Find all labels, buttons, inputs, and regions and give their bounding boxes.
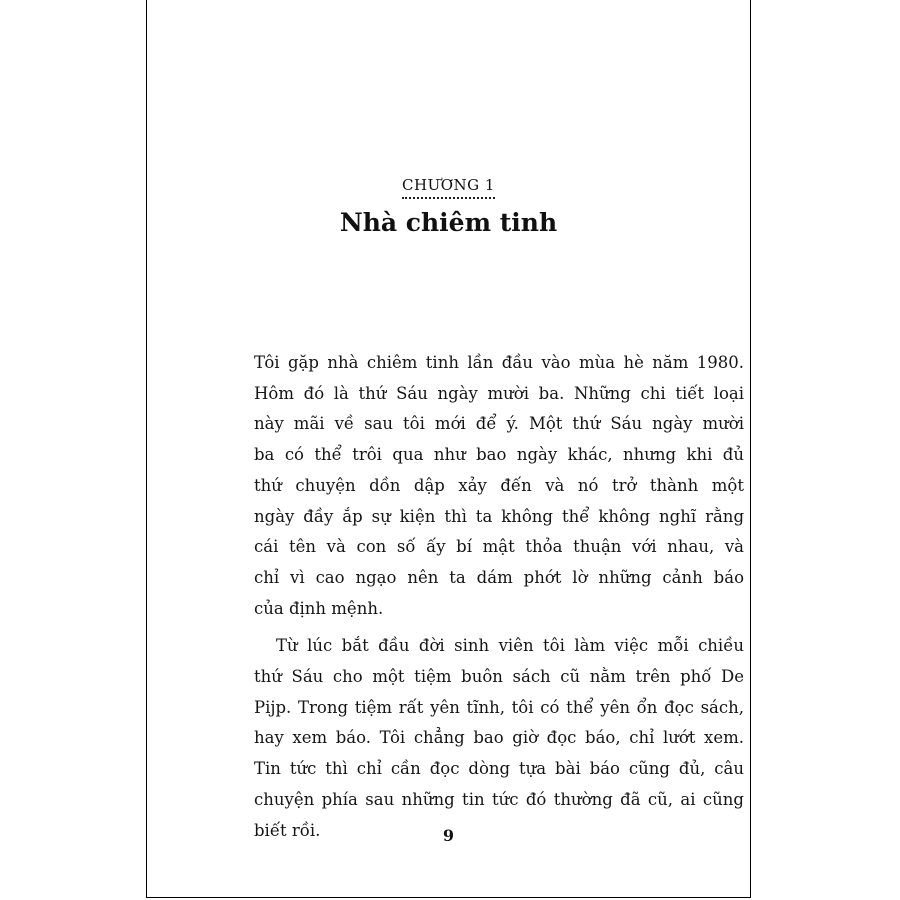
text-line: chỉ vì cao ngạo nên ta dám phớt lờ những cảnh báo [254, 567, 744, 587]
text-line: ngày đầy ắp sự kiện thì ta không thể không nghĩ rằng [254, 506, 744, 526]
paragraph-1 [254, 348, 744, 624]
text-line: biết rồi. [254, 820, 321, 840]
chapter-title: Nhà chiêm tinh [339, 208, 558, 237]
text-line: Hôm đó là thứ Sáu ngày mười ba. Những chi tiết loại [254, 383, 744, 403]
text-line: Pijp. Trong tiệm rất yên tĩnh, tôi có thể yên ổn đọc sách, [254, 697, 744, 717]
body-text [254, 348, 744, 846]
text-line: chuyện phía sau những tin tức đó thường đã cũ, ai cũng [254, 789, 744, 809]
text-line: Từ lúc bắt đầu đời sinh viên tôi làm việc mỗi chiều [276, 636, 744, 656]
paragraph-2 [254, 631, 744, 846]
chapter-label-text: CHƯƠNG 1 [402, 176, 495, 199]
text-line: này mãi về sau tôi mới để ý. Một thứ Sáu ngày mười [254, 414, 744, 434]
text-line: Tôi gặp nhà chiêm tinh lần đầu vào mùa hè năm 1980. [254, 353, 744, 372]
text-line: của định mệnh. [254, 598, 384, 618]
text-line: Tin tức thì chỉ cần đọc dòng tựa bài báo cũng đủ, câu [254, 759, 744, 779]
text-line: hay xem báo. Tôi chẳng bao giờ đọc báo, chỉ lướt xem. [254, 728, 744, 748]
text-line: cái tên và con số ấy bí mật thỏa thuận với nhau, và [254, 537, 744, 557]
chapter-label [147, 176, 750, 199]
text-line: thứ Sáu cho một tiệm buôn sách cũ nằm trên phố De [254, 667, 744, 687]
text-line: ba có thể trôi qua như bao ngày khác, nhưng khi đủ [254, 445, 744, 465]
book-page [146, 0, 751, 898]
page-number: 9 [442, 826, 455, 845]
text-line: thứ chuyện dồn dập xảy đến và nó trở thành một [254, 475, 744, 495]
